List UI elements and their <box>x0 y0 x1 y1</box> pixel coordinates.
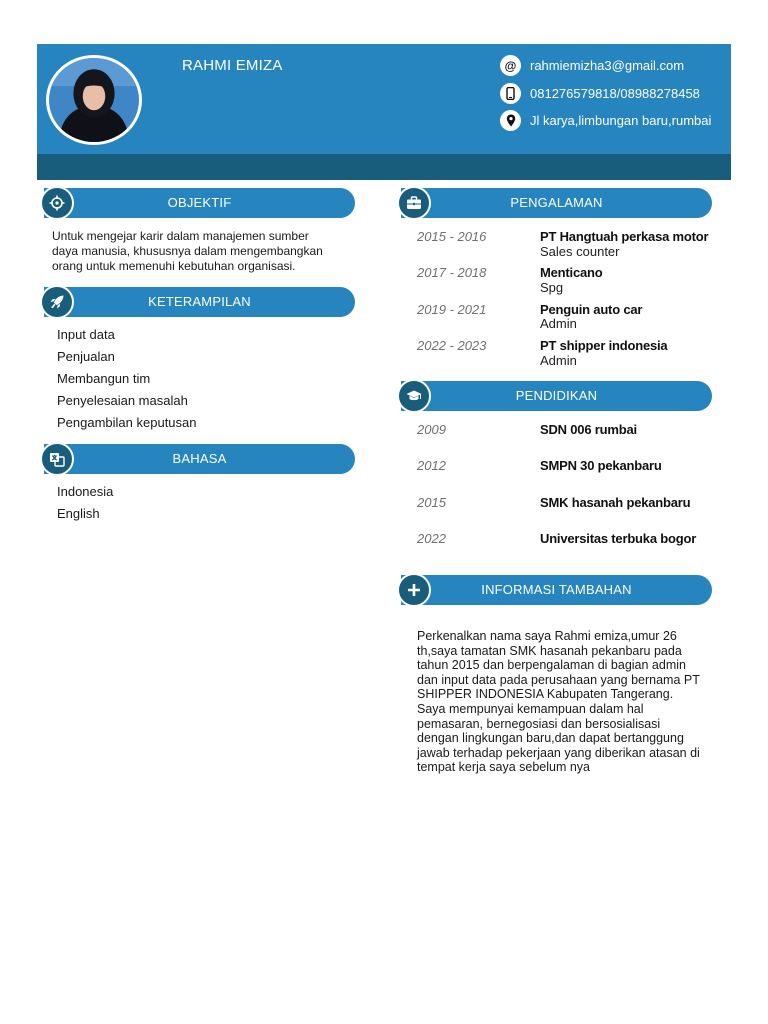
contact-email <box>500 55 684 76</box>
objective-line: Untuk mengejar karir dalam manajemen sumber <box>52 229 309 243</box>
at-icon: @ <box>500 55 521 76</box>
section-header-additional <box>401 575 712 605</box>
experience-company: PT Hangtuah perkasa motor <box>540 229 709 244</box>
phone-text: 081276579818/08988278458 <box>530 86 700 101</box>
section-header-experience <box>401 188 712 218</box>
experience-company: Penguin auto car <box>540 302 643 317</box>
additional-line: tempat kerja saya sebelum nya <box>417 760 591 775</box>
additional-line: dengan lingkungan baru,dan dapat bertanggung <box>417 731 684 746</box>
skill-item: Membangun tim <box>57 371 151 386</box>
language-item: English <box>57 506 100 521</box>
objective-line: daya manusia, khususnya dalam mengembangkan <box>52 244 323 258</box>
education-year: 2022 <box>417 531 446 546</box>
education-school: SMPN 30 pekanbaru <box>540 458 662 473</box>
experience-title: PENGALAMAN <box>510 195 603 210</box>
experience-years: 2015 - 2016 <box>417 229 487 244</box>
section-header-languages <box>44 444 355 474</box>
additional-line: SHIPPER INDONESIA Kabupaten Tangerang. <box>417 687 674 702</box>
skill-item: Pengambilan keputusan <box>57 415 197 430</box>
section-header-skills <box>44 287 355 317</box>
additional-line: Perkenalkan nama saya Rahmi emiza,umur 26 <box>417 629 677 643</box>
candidate-name: RAHMI EMIZA <box>182 57 283 74</box>
email-text: rahmiemizha3@gmail.com <box>530 58 685 73</box>
education-school: SDN 006 rumbai <box>540 422 637 437</box>
section-header-education <box>401 381 712 411</box>
address-text: Jl karya,limbungan baru,rumbai <box>530 113 712 128</box>
education-year: 2015 <box>417 495 446 510</box>
skills-title: KETERAMPILAN <box>148 294 251 309</box>
experience-role: Admin <box>540 353 577 368</box>
experience-company: PT shipper indonesia <box>540 338 668 353</box>
experience-role: Spg <box>540 280 564 295</box>
language-item: Indonesia <box>57 484 114 499</box>
education-title: PENDIDIKAN <box>515 388 598 403</box>
phone-icon <box>500 83 521 104</box>
additional-text <box>417 629 729 775</box>
experience-company: Menticano <box>540 265 603 280</box>
additional-line: Saya mempunyai kemampuan dalam hal <box>417 701 644 716</box>
education-year: 2009 <box>417 422 446 437</box>
education-school: Universitas terbuka bogor <box>540 531 697 546</box>
education-year: 2012 <box>417 458 446 473</box>
section-header-objective <box>44 188 355 218</box>
education-school: SMK hasanah pekanbaru <box>540 495 691 510</box>
additional-line: jawab terhadap pekerjaan yang diberikan atasan di <box>417 745 700 760</box>
experience-role: Admin <box>540 316 577 331</box>
languages-title: BAHASA <box>172 451 227 466</box>
profile-photo <box>46 55 142 145</box>
contact-phone <box>500 83 700 104</box>
skill-item: Penjualan <box>57 349 115 364</box>
objective-title: OBJEKTIF <box>167 195 232 210</box>
additional-title: INFORMASI TAMBAHAN <box>481 582 632 597</box>
header-band <box>37 154 731 180</box>
additional-line: pemasaran, bernegosiasi dan bersosialisasi <box>417 716 661 731</box>
additional-line: dan input data pada perusahaan yang bernama PT <box>417 672 700 687</box>
additional-line: th,saya tamatan SMK hasanah pekanbaru pada <box>417 643 682 658</box>
experience-role: Sales counter <box>540 244 620 259</box>
objective-line: orang untuk memenuhi kebutuhan organisasi. <box>52 259 296 273</box>
skill-item: Input data <box>57 327 115 342</box>
location-pin-icon <box>500 110 521 131</box>
additional-line: tahun 2015 dan berpengalaman di bagian admin <box>417 658 686 673</box>
contact-address <box>500 110 711 131</box>
experience-years: 2017 - 2018 <box>417 265 487 280</box>
experience-years: 2022 - 2023 <box>417 338 487 353</box>
experience-years: 2019 - 2021 <box>417 302 487 317</box>
skill-item: Penyelesaian masalah <box>57 393 188 408</box>
objective-text <box>52 229 362 274</box>
